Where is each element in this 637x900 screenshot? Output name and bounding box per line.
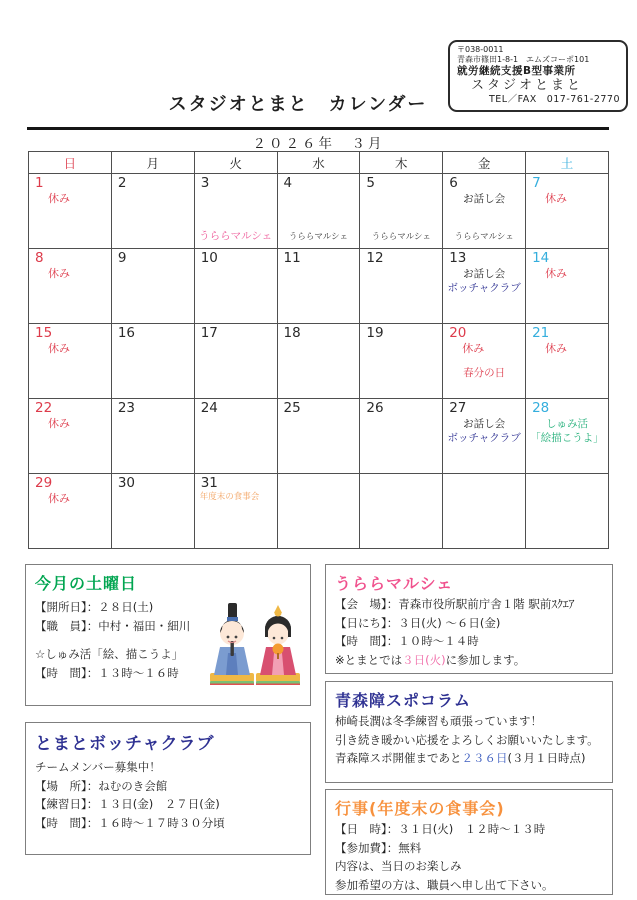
date-number: 26: [366, 400, 384, 416]
calendar-cell-7: [526, 174, 609, 249]
date-number: 7: [532, 175, 541, 191]
cell-event-label: 休み: [545, 341, 568, 355]
calendar-cell-empty: [360, 474, 443, 549]
date-number: 4: [283, 175, 293, 191]
calendar-cell-20: [443, 324, 526, 399]
cell-event-label: うららマルシェ: [199, 229, 273, 242]
date-number: 31: [200, 475, 218, 491]
event-line3: 内容は、当日のお楽しみ: [335, 859, 462, 874]
calendar-cell-5: [360, 174, 443, 249]
day-header-火: 火: [194, 152, 277, 174]
cell-event-label: 春分の日: [463, 366, 506, 379]
postal-code: 〒038-0011: [457, 45, 504, 54]
spacer: [35, 635, 203, 645]
organization-name: スタジオとまと: [471, 78, 584, 94]
page-title: スタジオとまと カレンダー: [168, 94, 428, 115]
calendar-cell-23: [111, 399, 194, 474]
date-number: 25: [283, 400, 301, 416]
date-number: 30: [117, 475, 136, 491]
calendar-cell-27: [443, 399, 526, 474]
column-box-title: 青森障スポコラム: [335, 691, 471, 710]
calendar-week-row: [29, 474, 609, 549]
date-number: 16: [117, 325, 136, 341]
calendar-cell-15: [29, 324, 112, 399]
calendar-week-row: [29, 324, 609, 399]
marche-dates: 【日にち】：３日(火) ～６日(金): [335, 615, 501, 630]
cell-event-label: 休み: [48, 491, 70, 505]
organization-type: 就労継続支援B型事業所: [457, 65, 576, 77]
marche-venue: 【会 場】：青森市役所駅前庁舎１階 駅前ｽｸｴｱ: [335, 597, 575, 611]
date-number: 20: [449, 325, 467, 341]
calendar-cell-6: [443, 174, 526, 249]
sports-column-box: [325, 681, 613, 783]
event-box-title: 行事(年度末の食事会): [335, 799, 505, 818]
calendar-week-row: [29, 174, 609, 249]
cell-bottom-events: [360, 232, 442, 243]
cell-event-label: お話し会: [463, 267, 506, 280]
calendar-cell-17: [194, 324, 277, 399]
event-fee: 【参加費】：無料: [335, 840, 422, 855]
calendar-cell-empty: [526, 474, 609, 549]
boccia-recruit: チームメンバー募集中！: [35, 760, 161, 774]
saturday-time: 【時 間】：１３時～１６時: [35, 665, 179, 680]
calendar-cell-3: [194, 174, 277, 249]
calendar-cell-empty: [443, 474, 526, 549]
cell-event-label: ボッチャクラブ: [447, 432, 521, 445]
calendar-cell-21: [526, 324, 609, 399]
date-number: 23: [117, 400, 136, 416]
saturday-staff: 【職 員】：中村・福田・細川: [35, 618, 191, 633]
cell-event-label: 休み: [48, 191, 70, 205]
cell-event-label: 休み: [462, 341, 485, 355]
calendar-cell-25: [277, 399, 360, 474]
marche-box-title: うららマルシェ: [335, 574, 454, 593]
calendar-cell-28: [526, 399, 609, 474]
marche-info-box: [325, 564, 613, 674]
calendar-cell-16: [111, 324, 194, 399]
date-number: 12: [366, 250, 384, 266]
calendar-cell-empty: [277, 474, 360, 549]
day-header-月: 月: [111, 152, 194, 174]
date-number: 24: [200, 400, 218, 416]
calendar-month-caption: ２０２６年 ３月: [252, 136, 385, 152]
date-number: 27: [449, 400, 467, 416]
calendar-cell-1: [29, 174, 112, 249]
day-header-木: 木: [360, 152, 443, 174]
saturday-open-day: 【開所日】：２８日(土): [35, 600, 154, 614]
date-number: 6: [449, 175, 458, 191]
date-number: 10: [200, 250, 218, 266]
boccia-time: 【時 間】：１６時～１７時３０分頃: [35, 815, 225, 830]
cell-event-label: うららマルシェ: [288, 231, 349, 242]
date-number: 29: [35, 475, 53, 491]
cell-event-label: ボッチャクラブ: [447, 282, 521, 295]
calendar-cell-4: [277, 174, 360, 249]
calendar-cell-24: [194, 399, 277, 474]
boccia-place: 【場 所】：ねむのき会館: [35, 778, 168, 793]
column-countdown: 青森障スポ開催まであと２３６日(３月１日時点): [335, 751, 586, 766]
cell-event-label: うららマルシェ: [454, 231, 514, 242]
cell-event-label: 休み: [545, 266, 568, 280]
date-number: 1: [35, 175, 44, 191]
marche-note-highlight: ３日(火): [402, 652, 446, 667]
saturday-info-box: [25, 564, 311, 706]
calendar-cell-14: [526, 249, 609, 324]
calendar-cell-30: [111, 474, 194, 549]
address-line: 青森市篠田1-8-1 エムズコーポ101: [457, 55, 590, 64]
calendar-week-row: [29, 399, 609, 474]
date-number: 13: [449, 250, 467, 266]
year-end-party-box: [325, 789, 613, 895]
column-countdown-highlight: ２３６日: [461, 751, 508, 766]
marche-time: 【時 間】：１０時～１４時: [335, 634, 479, 649]
date-number: 21: [532, 325, 550, 341]
calendar-cell-10: [194, 249, 277, 324]
saturday-activity: ☆しゅみ活「絵、描こうよ」: [35, 647, 184, 662]
date-number: 8: [35, 250, 44, 266]
phone-fax: TEL／FAX 017-761-2770: [489, 94, 620, 106]
date-number: 11: [283, 250, 301, 266]
boccia-box-title: とまとボッチャクラブ: [35, 734, 215, 754]
boccia-club-box: [25, 722, 311, 855]
calendar-cell-2: [111, 174, 194, 249]
calendar-cell-9: [111, 249, 194, 324]
day-header-土: 土: [526, 152, 609, 174]
cell-event-label: しゅみ活: [546, 417, 589, 430]
date-number: 9: [117, 250, 127, 266]
calendar-week-row: [29, 249, 609, 324]
marche-note: ※とまとでは３日(火)に参加します。: [335, 652, 526, 667]
date-number: 19: [366, 325, 384, 341]
event-datetime: 【日 時】：３１日(火) １２時～１３時: [335, 822, 546, 836]
column-line2: 引き続き暖かい応援をよろしくお願いいたします。: [335, 732, 599, 747]
cell-bottom-events: [195, 229, 277, 243]
date-number: 3: [200, 175, 210, 191]
calendar-cell-22: [29, 399, 112, 474]
date-number: 14: [532, 250, 550, 266]
cell-event-label: お話し会: [463, 192, 506, 205]
calendar-table: [28, 151, 609, 549]
day-header-水: 水: [277, 152, 360, 174]
column-line1: 柿崎長潤は冬季練習も頑張っています！: [335, 714, 542, 728]
calendar-cell-26: [360, 399, 443, 474]
calendar-cell-13: [443, 249, 526, 324]
calendar-cell-12: [360, 249, 443, 324]
cell-bottom-events: [443, 232, 525, 243]
cell-event-label: 休み: [48, 266, 70, 280]
cell-event-label: 年度末の食事会: [199, 491, 260, 502]
cell-event-label: 休み: [48, 416, 70, 430]
calendar-cell-29: [29, 474, 112, 549]
date-number: 22: [35, 400, 53, 416]
hina-dolls-illustration: [204, 597, 304, 693]
title-divider: [27, 127, 609, 130]
cell-event-label: 休み: [545, 191, 568, 205]
cell-event-label: お話し会: [463, 417, 506, 430]
boccia-practice-days: 【練習日】：１３日(金) ２７日(金): [35, 797, 220, 812]
calendar-header-row: [29, 152, 609, 174]
calendar-cell-8: [29, 249, 112, 324]
event-line4: 参加希望の方は、職員へ申し出て下さい。: [335, 877, 554, 892]
date-number: 17: [200, 325, 218, 341]
date-number: 5: [366, 175, 375, 191]
calendar-cell-18: [277, 324, 360, 399]
cell-event-label: 休み: [48, 341, 70, 355]
saturday-box-title: 今月の土曜日: [35, 574, 138, 593]
calendar-cell-31: [194, 474, 277, 549]
cell-bottom-events: [278, 232, 360, 243]
cell-event-label: 「絵描こうよ」: [530, 432, 604, 445]
day-header-金: 金: [443, 152, 526, 174]
date-number: 28: [532, 400, 550, 416]
date-number: 15: [35, 325, 53, 341]
cell-event-label: うららマルシェ: [371, 231, 431, 242]
date-number: 18: [283, 325, 301, 341]
date-number: 2: [117, 175, 127, 191]
calendar-cell-19: [360, 324, 443, 399]
day-header-日: 日: [29, 152, 112, 174]
calendar-cell-11: [277, 249, 360, 324]
